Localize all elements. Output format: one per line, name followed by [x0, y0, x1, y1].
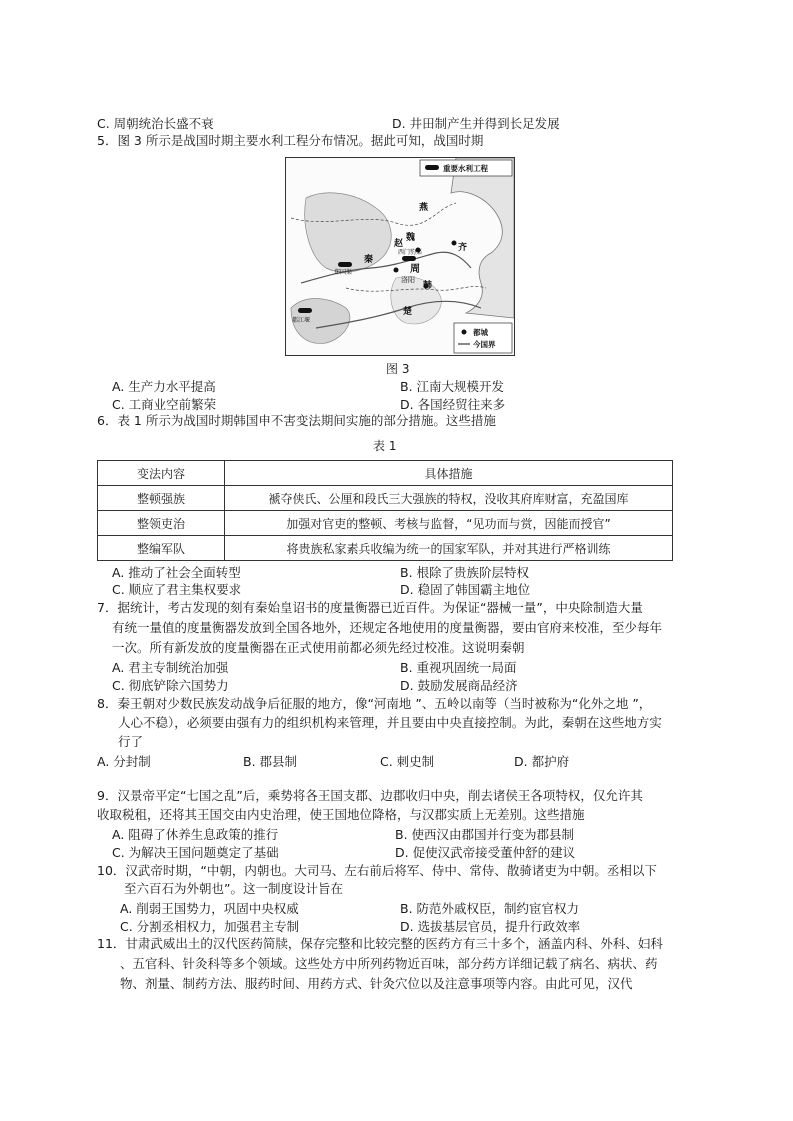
q5-stem: 5．图 3 所示是战国时期主要水利工程分布情况。据此可知，战国时期 [97, 133, 484, 148]
q10-option-c: C. 分割丞相权力，加强君主专制 [120, 919, 300, 934]
q6-stem: 6．表 1 所示为战国时期韩国申不害变法期间实施的部分措施。这些措施 [97, 413, 496, 428]
q5-option-b: B. 江南大规模开发 [400, 379, 505, 394]
capital-mark [394, 268, 399, 273]
map-label: 齐 [458, 243, 468, 253]
q9-option-d: D. 促使汉武帝接受董仲舒的建议 [395, 845, 576, 860]
reform-table [97, 460, 673, 561]
legend-capital-icon [462, 330, 467, 335]
map-label: 都江堰 [292, 317, 311, 324]
q7-line: 有统一量值的度量衡器发放到全国各地外，还规定各地使用的度量衡器，要由官府来校准，至少每年 [112, 620, 663, 635]
capital-mark [452, 241, 457, 246]
q7-line: 7．据统计，考古发现的刻有秦始皇诏书的度量衡器已近百件。为保证“器械一量”，中央除制造大量 [97, 600, 643, 615]
map-label: 郑国渠 [334, 269, 353, 276]
legend-water-icon [425, 165, 439, 170]
map-label: 西门豹渠 [398, 249, 423, 256]
q8-option-d: D. 都护府 [514, 754, 570, 769]
q10-line: 至六百石为外朝也”。这一制度设计旨在 [124, 881, 343, 896]
q5-option-a: A. 生产力水平提高 [112, 379, 216, 394]
q10-option-a: A. 削弱王国势力，巩固中央权威 [120, 901, 299, 916]
map-label: 秦 [364, 255, 374, 265]
q5-option-c: C. 工商业空前繁荣 [112, 397, 217, 412]
table-cell: 将贵族私家素兵收编为统一的国家军队，并对其进行严格训练 [225, 536, 673, 561]
q5-map [285, 157, 515, 356]
table-cell: 整顿强族 [98, 486, 225, 511]
q6-option-d: D. 稳固了韩国霸主地位 [400, 582, 531, 597]
q5-option-d: D. 各国经贸往来多 [400, 397, 506, 412]
legend-capital-label: 都城 [473, 328, 488, 337]
q8-option-a: A. 分封制 [97, 754, 151, 769]
figure-caption: 图 3 [386, 362, 410, 376]
q8-option-c: C. 刺史制 [380, 754, 435, 769]
map-label: 魏 [406, 233, 416, 243]
region-west [305, 193, 392, 272]
table-header-row [98, 461, 673, 486]
water-project-mark [298, 308, 312, 313]
table-header-cell: 具体措施 [225, 461, 673, 486]
q7-option-a: A. 君主专制统治加强 [112, 660, 229, 675]
map-label: 洛阳 [401, 276, 415, 284]
q11-line: 、五官科、针灸科等多个领域。这些处方中所列药物近百味，部分药方详细记载了病名、病状、药 [120, 956, 658, 971]
region-south [391, 277, 442, 324]
table-row [98, 536, 673, 561]
q7-option-d: D. 鼓励发展商品经济 [400, 678, 518, 693]
map-label: 燕 [419, 203, 429, 213]
q11-line: 物、剂量、制药方法、服药时间、用药方式、针灸穴位以及注意事项等内容。由此可见，汉代 [120, 976, 633, 991]
q6-option-b: B. 根除了贵族阶层特权 [400, 565, 530, 580]
q8-option-b: B. 郡县制 [243, 754, 298, 769]
q9-option-b: B. 使西汉由郡国并行变为郡县制 [395, 827, 575, 842]
q9-option-c: C. 为解决王国问题奠定了基础 [112, 845, 279, 860]
q9-line: 收取税租，还将其王国交由内史治理，使王国地位降格，与汉郡实质上无差别。这些措施 [97, 807, 585, 822]
map-label: 韩 [423, 281, 433, 291]
q7-line: 一次。所有新发放的度量衡器在正式使用前都必须先经过校准。这说明秦朝 [112, 640, 525, 655]
table-row [98, 511, 673, 536]
table-cell: 褫夺侠氏、公厘和段氏三大强族的特权，没收其府库财富，充盈国库 [225, 486, 673, 511]
q4-option-c: C. 周朝统治长盛不衰 [97, 116, 214, 131]
q9-line: 9．汉景帝平定“七国之乱”后，乘势将各王国支郡、边郡收归中央，削去诸侯王各项特权，仅允许其 [97, 788, 643, 803]
q11-line: 11．甘肃武威出土的汉代医药简牍，保存完整和比较完整的医药方有三十多个，涵盖内科、外科、妇科 [97, 936, 663, 951]
legend-water-label: 重要水利工程 [443, 164, 488, 173]
q10-option-d: D. 选拔基层官员，提升行政效率 [400, 919, 581, 934]
q6-option-a: A. 推动了社会全面转型 [112, 565, 241, 580]
table-cell: 整编军队 [98, 536, 225, 561]
q8-line: 人心不稳），必须要由强有力的组织机构来管理，并且要由中央直接控制。为此，秦朝在这些地方实 [118, 715, 662, 730]
q6-option-c: C. 顺应了君主集权要求 [112, 582, 242, 597]
table-cell: 整领吏治 [98, 511, 225, 536]
water-project-mark [402, 256, 416, 261]
map-label: 赵 [394, 239, 404, 249]
table-header-cell: 变法内容 [98, 461, 225, 486]
table-caption: 表 1 [373, 439, 397, 453]
q10-line: 10．汉武帝时期，“中朝，内朝也。大司马、左右前后将军、侍中、常侍、散骑诸吏为中朝。丞相以下 [97, 863, 657, 878]
q8-line: 行了 [118, 734, 144, 749]
q10-option-b: B. 防范外戚权臣，制约宦官权力 [400, 901, 580, 916]
map-label: 楚 [403, 307, 413, 317]
table-cell: 加强对官吏的整顿、考核与监督，“见功而与赏，因能而授官” [225, 511, 673, 536]
q7-option-c: C. 彻底铲除六国势力 [112, 678, 229, 693]
water-project-mark [338, 262, 352, 267]
q7-option-b: B. 重视巩固统一局面 [400, 660, 517, 675]
legend-border-label: 今国界 [473, 340, 496, 349]
q4-option-d: D. 井田制产生并得到长足发展 [392, 116, 560, 131]
map-figure [286, 158, 514, 355]
q8-line: 8．秦王朝对少数民族发动战争后征服的地方，像“河南地 ”、五岭以南等（当时被称为“化外之地 ”， [97, 696, 652, 711]
map-label: 周 [410, 264, 420, 275]
q9-option-a: A. 阻碍了休养生息政策的推行 [112, 827, 279, 842]
table-row [98, 486, 673, 511]
sea-region [451, 158, 514, 318]
